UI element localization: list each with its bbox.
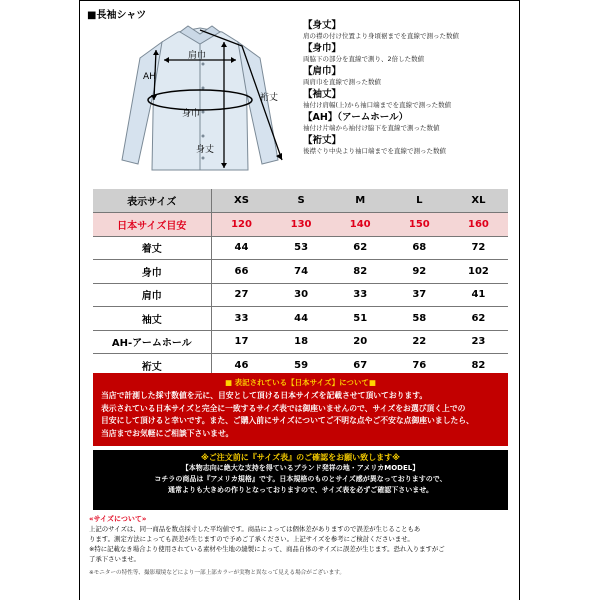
table-cell: 74 bbox=[272, 260, 331, 284]
notice-line: 当店で計測した採寸数値を元に、目安として頂ける日本サイズを記載させて頂いております。 bbox=[101, 391, 428, 400]
definition-title: 【AH】（アームホール） bbox=[303, 112, 409, 123]
table-cell: 140 bbox=[331, 213, 390, 237]
definition-desc: 両肩巾を直線で測った数値 bbox=[303, 78, 381, 86]
row-label: 着丈 bbox=[93, 236, 211, 260]
definition-desc: 両脇下の部分を直線で測り、2倍した数値 bbox=[303, 55, 425, 63]
size-check-notice bbox=[93, 450, 508, 510]
header-cell: S bbox=[272, 189, 331, 213]
table-row bbox=[93, 283, 508, 307]
table-cell: 102 bbox=[449, 260, 508, 284]
definition-desc: 袖付け片端から袖付け脇下を直線で測った数値 bbox=[303, 124, 440, 132]
size-table-header bbox=[93, 189, 508, 213]
table-cell: 46 bbox=[211, 354, 272, 378]
table-cell: 160 bbox=[449, 213, 508, 237]
header-cell: L bbox=[390, 189, 449, 213]
definition-title: 【身丈】 bbox=[303, 20, 342, 31]
table-cell: 37 bbox=[390, 283, 449, 307]
table-cell: 59 bbox=[272, 354, 331, 378]
notice-line: 目安にして頂けると幸いです。また、ご購入前にサイズについてご不明な点やご不安な点御座いましたら、 bbox=[101, 416, 474, 425]
table-cell: 51 bbox=[331, 307, 390, 331]
label-yukitake: 裄丈 bbox=[260, 93, 279, 103]
header-cell: XS bbox=[211, 189, 272, 213]
definition-desc: 肩の襟の付け位置より身頃裾までを直線で測った数値 bbox=[303, 32, 459, 40]
definition-title: 【身巾】 bbox=[303, 43, 342, 54]
table-cell: 18 bbox=[272, 330, 331, 354]
definition-title: 【袖丈】 bbox=[303, 89, 342, 100]
table-cell: 120 bbox=[211, 213, 272, 237]
table-cell: 22 bbox=[390, 330, 449, 354]
size-table bbox=[93, 189, 508, 378]
japan-size-notice bbox=[93, 373, 508, 446]
table-cell: 62 bbox=[331, 236, 390, 260]
row-label: 裄丈 bbox=[93, 354, 211, 378]
definition-item bbox=[303, 20, 515, 41]
notice-line: 【本物志向に絶大な支持を得ているブランド発祥の地・アメリカMODEL】 bbox=[181, 464, 420, 472]
table-cell: 67 bbox=[331, 354, 390, 378]
label-ah: AH bbox=[143, 72, 156, 82]
table-cell: 33 bbox=[211, 307, 272, 331]
table-row bbox=[93, 307, 508, 331]
definition-item bbox=[303, 43, 515, 64]
measurement-definitions bbox=[303, 20, 515, 158]
notice-title: ■ 表記されている【日本サイズ】について■ bbox=[224, 378, 377, 387]
notes-warning-line: 了承下さいませ。 bbox=[89, 555, 140, 563]
table-cell: 17 bbox=[211, 330, 272, 354]
table-cell: 44 bbox=[211, 236, 272, 260]
notice-title: ※ご注文前に『サイズ表』のご確認をお願い致します※ bbox=[201, 453, 400, 462]
shirt-diagram bbox=[100, 20, 290, 180]
notice-line: 表示されている日本サイズと完全に一致するサイズ表では御座いませんので、サイズをお選び頂く上での bbox=[101, 403, 466, 413]
table-row bbox=[93, 330, 508, 354]
notes-footer: ※モニターの特性等、撮影環境などにより一部上部カラーが実物と異なって見える場合がございます。 bbox=[89, 570, 345, 576]
header-cell: M bbox=[331, 189, 390, 213]
table-cell: 82 bbox=[331, 260, 390, 284]
notes-warning-line: ※特に記載なき場合より使用されている素材や生地の縫製によって、商品自体のサイズに誤差が生じます。恐れ入りますがご bbox=[89, 545, 445, 553]
notes-line: ります。測定方法によっても誤差が生じますので予めご了承ください。上記サイズを参考にご検討くださいませ。 bbox=[89, 535, 414, 543]
notes-line: 上記のサイズは、同一商品を数点採寸した平均値です。商品によっては個体差がありますので誤差が生じることもあ bbox=[89, 525, 421, 533]
table-row-jp-size bbox=[93, 213, 508, 237]
table-cell: 68 bbox=[390, 236, 449, 260]
definition-title: 【裄丈】 bbox=[303, 135, 342, 146]
table-row bbox=[93, 236, 508, 260]
table-cell: 82 bbox=[449, 354, 508, 378]
label-mitake: 身丈 bbox=[196, 145, 215, 155]
section-title: ■長袖シャツ bbox=[87, 10, 147, 21]
definition-item bbox=[303, 66, 515, 87]
table-cell: 27 bbox=[211, 283, 272, 307]
notice-line: コチラの商品は『アメリカ規格』です。日本規格のものとサイズ感が異なっておりますので、 bbox=[154, 475, 447, 483]
notice-body bbox=[93, 388, 508, 440]
table-cell: 130 bbox=[272, 213, 331, 237]
size-notes bbox=[89, 514, 514, 578]
table-cell: 76 bbox=[390, 354, 449, 378]
label-mihaba: 身巾 bbox=[182, 109, 201, 119]
definition-desc: 袖付け肩幅(上)から袖口端までを直線で測った数値 bbox=[303, 101, 452, 109]
row-label: 肩巾 bbox=[93, 283, 211, 307]
notice-line: 当店までお気軽にご相談下さいませ。 bbox=[101, 428, 234, 438]
row-label: 日本サイズ目安 bbox=[93, 213, 211, 237]
table-cell: 23 bbox=[449, 330, 508, 354]
table-cell: 41 bbox=[449, 283, 508, 307]
table-cell: 44 bbox=[272, 307, 331, 331]
definition-item bbox=[303, 89, 515, 110]
table-cell: 53 bbox=[272, 236, 331, 260]
definition-item bbox=[303, 135, 515, 156]
table-cell: 30 bbox=[272, 283, 331, 307]
table-cell: 20 bbox=[331, 330, 390, 354]
row-label: 身巾 bbox=[93, 260, 211, 284]
table-cell: 58 bbox=[390, 307, 449, 331]
row-label: AH-アームホール bbox=[93, 330, 211, 354]
table-cell: 92 bbox=[390, 260, 449, 284]
definition-desc: 後襟ぐり中央より袖口端までを直線で測った数値 bbox=[303, 147, 446, 155]
notes-title: «サイズについて» bbox=[89, 515, 147, 523]
definition-item bbox=[303, 112, 515, 133]
table-cell: 33 bbox=[331, 283, 390, 307]
definition-title: 【肩巾】 bbox=[303, 66, 342, 77]
table-cell: 72 bbox=[449, 236, 508, 260]
notice-line: 通常よりも大きめの作りとなっておりますので、サイズ表を必ずご確認下さいませ。 bbox=[167, 486, 434, 494]
row-label: 袖丈 bbox=[93, 307, 211, 331]
table-cell: 62 bbox=[449, 307, 508, 331]
table-cell: 66 bbox=[211, 260, 272, 284]
label-katahaba: 肩巾 bbox=[188, 51, 207, 61]
table-row bbox=[93, 260, 508, 284]
header-cell: 表示サイズ bbox=[93, 189, 211, 213]
header-cell: XL bbox=[449, 189, 508, 213]
table-cell: 150 bbox=[390, 213, 449, 237]
